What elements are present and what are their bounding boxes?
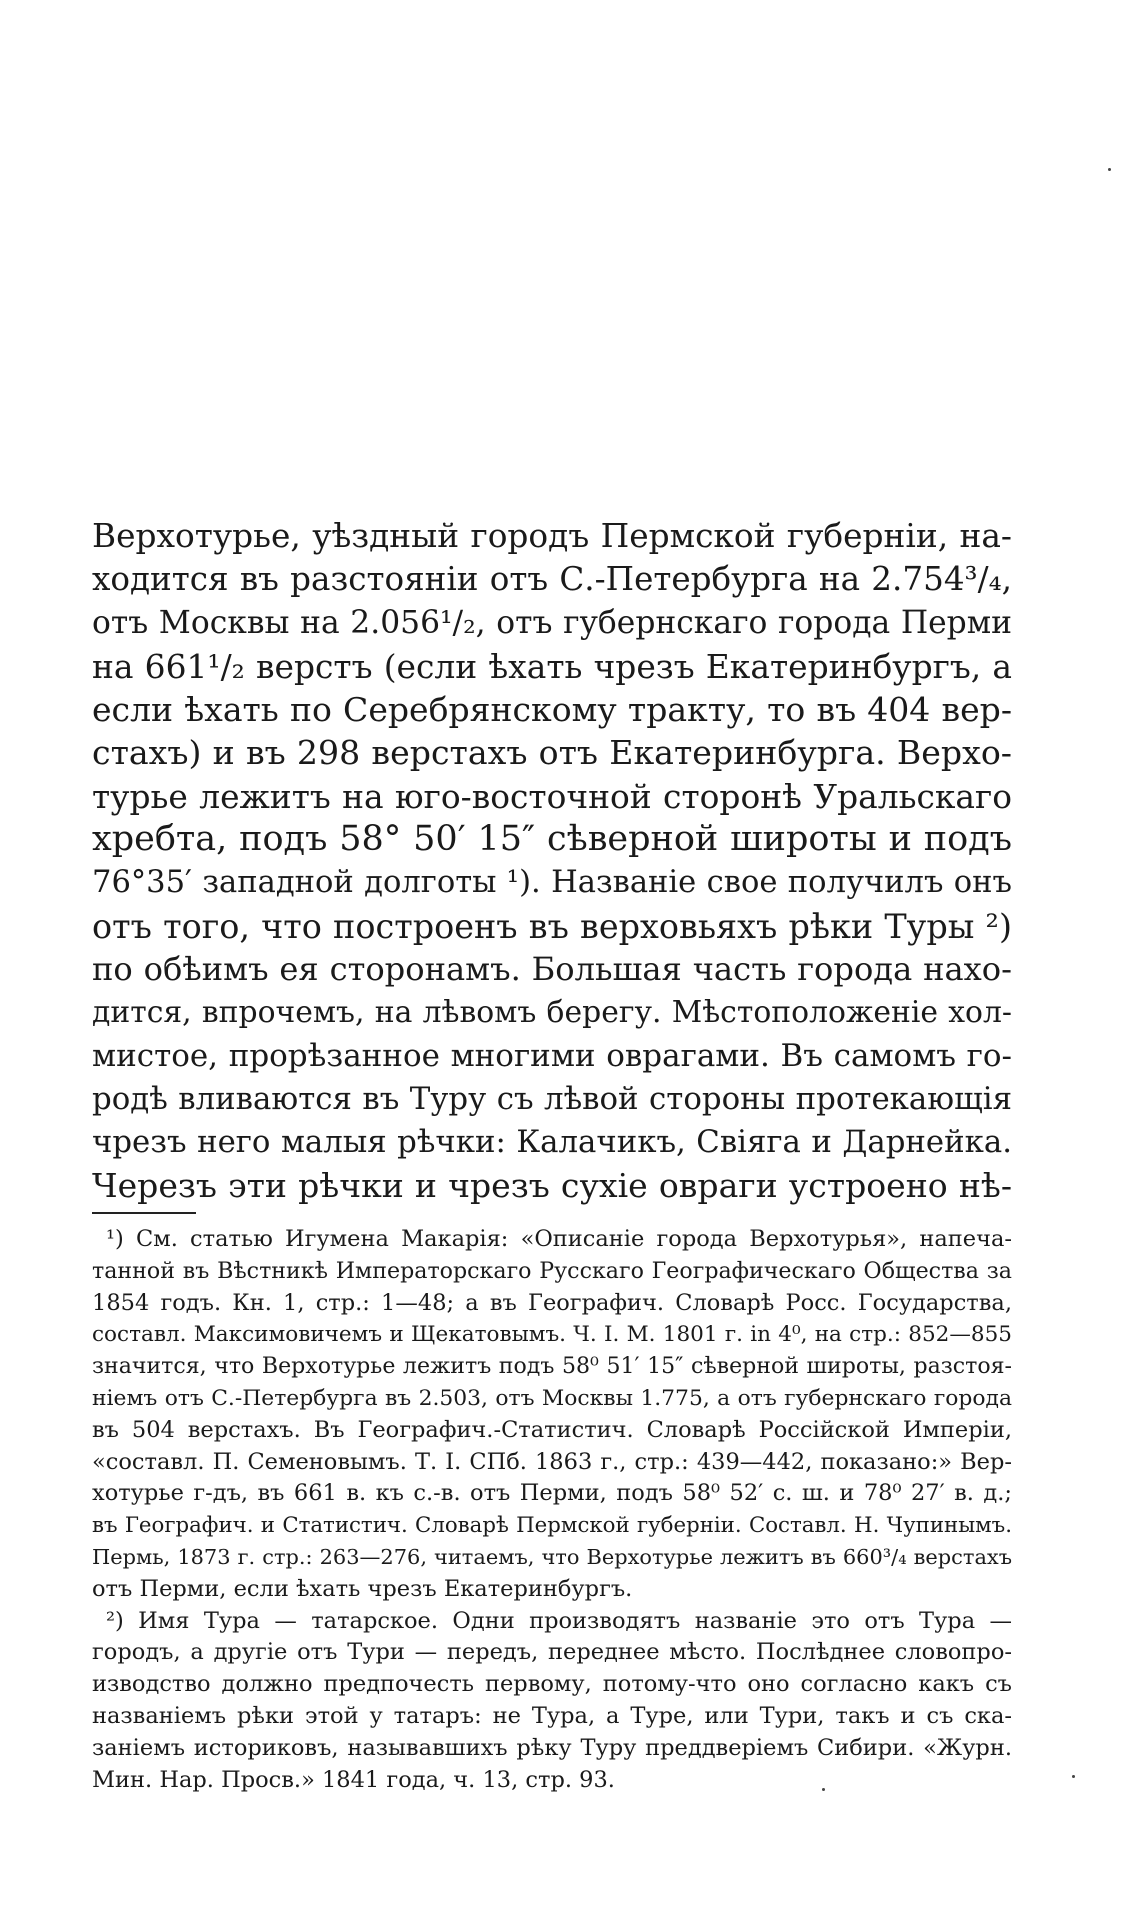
text-line: стахъ) и въ 298 верстахъ отъ Екатеринбурга. Верхо- <box>92 733 1012 773</box>
text-line: Верхотурье, уѣздный городъ Пермской губерніи, на- <box>92 517 1012 555</box>
footnote-2-line: городъ, а другіе отъ Тури — передъ, переднее мѣсто. Послѣднее словопро- <box>92 1639 1012 1666</box>
footnote-2-line: Мин. Нар. Просв.» 1841 года, ч. 13, стр. 93. <box>92 1766 615 1793</box>
footnote-1-line: 1854 годъ. Кн. 1, стр.: 1—48; а въ Географич. Словарѣ Росс. Государства, <box>92 1289 1012 1316</box>
scan-speck <box>822 1788 825 1791</box>
text-line: на 661¹/₂ верстъ (если ѣхать чрезъ Екатеринбургъ, а <box>92 646 1012 686</box>
footnote-1-line: танной въ Вѣстникѣ Императорскаго Русскаго Географическаго Общества за <box>92 1257 1012 1284</box>
footnote-divider <box>92 1212 196 1214</box>
scan-speck <box>1108 168 1111 171</box>
footnote-2-line: названіемъ рѣки этой у татаръ: не Тура, а Туре, или Тури, такъ и съ ска- <box>92 1702 1012 1729</box>
text-line: ходится въ разстояніи отъ С.-Петербурга на 2.754³/₄, <box>92 560 1012 599</box>
footnote-2-line: изводство должно предпочесть первому, потому-что оно согласно какъ съ <box>92 1671 1012 1698</box>
footnote-2-line: ²) Имя Тура — татарское. Одни производятъ названіе это отъ Тура — <box>106 1607 1012 1634</box>
text-line: мистое, прорѣзанное многими оврагами. Въ самомъ го- <box>92 1037 1012 1074</box>
footnote-1-line: въ 504 верстахъ. Въ Географич.-Статистич. Словарѣ Россійской Имперіи, <box>92 1416 1012 1443</box>
text-line: 76°35′ западной долготы ¹). Названіе свое получилъ онъ <box>92 865 1012 901</box>
scan-speck <box>1072 1775 1075 1778</box>
footnote-1-line: «составл. П. Семеновымъ. Т. I. СПб. 1863 г., стр.: 439—442, показано:» Вер- <box>92 1448 1012 1475</box>
text-line: хребта, подъ 58° 50′ 15″ сѣверной широты и подъ <box>92 819 1012 860</box>
text-line: родѣ вливаются въ Туру съ лѣвой стороны протекающія <box>92 1080 1012 1117</box>
text-line: отъ того, что построенъ въ верховьяхъ рѣки Туры ²) <box>92 906 1012 946</box>
footnote-1-line: составл. Максимовичемъ и Щекатовымъ. Ч. I. М. 1801 г. in 4⁰, на стр.: 852—855 <box>92 1322 1012 1348</box>
text-line: отъ Москвы на 2.056¹/₂, отъ губернскаго города Перми <box>92 604 1012 641</box>
footnote-1-line: ніемъ отъ С.-Петербурга въ 2.503, отъ Москвы 1.775, а отъ губернскаго города <box>92 1385 1012 1411</box>
text-line: если ѣхать по Серебрянскому тракту, то въ 404 вер- <box>92 690 1012 730</box>
text-line: дится, впрочемъ, на лѣвомъ берегу. Мѣстоположеніе хол- <box>92 995 1012 1031</box>
footnote-2-line: заніемъ историковъ, называвшихъ рѣку Туру преддверіемъ Сибири. «Журн. <box>92 1734 1012 1761</box>
text-line: турье лежитъ на юго-восточной сторонѣ Уральскаго <box>92 776 1012 816</box>
text-line: чрезъ него малыя рѣчки: Калачикъ, Свіяга и Дарнейка. <box>92 1124 1012 1161</box>
footnote-1-line: ¹) См. статью Игумена Макарія: «Описаніе города Верхотурья», напеча- <box>106 1226 1012 1252</box>
text-line: Черезъ эти рѣчки и чрезъ сухіе овраги устроено нѣ- <box>92 1166 1012 1206</box>
footnote-1-line: отъ Перми, если ѣхать чрезъ Екатеринбургъ. <box>92 1575 633 1602</box>
text-line: по обѣимъ ея сторонамъ. Большая часть города нахо- <box>92 949 1012 988</box>
footnotes <box>92 1224 1012 1796</box>
footnote-1-line: значится, что Верхотурье лежитъ подъ 58⁰ 51′ 15″ сѣверной широты, разстоя- <box>92 1354 1012 1380</box>
footnote-1-line: въ Географич. и Статистич. Словарѣ Пермской губерніи. Составл. Н. Чупинымъ. <box>92 1513 1012 1539</box>
footnote-1-line: хотурье г-дъ, въ 661 в. къ с.-в. отъ Перми, подъ 58⁰ 52′ с. ш. и 78⁰ 27′ в. д.; <box>92 1480 1012 1507</box>
main-text-body <box>92 515 1012 1208</box>
footnote-1-line: Пермь, 1873 г. стр.: 263—276, читаемъ, что Верхотурье лежитъ въ 660³/₄ верстахъ <box>92 1544 1012 1569</box>
